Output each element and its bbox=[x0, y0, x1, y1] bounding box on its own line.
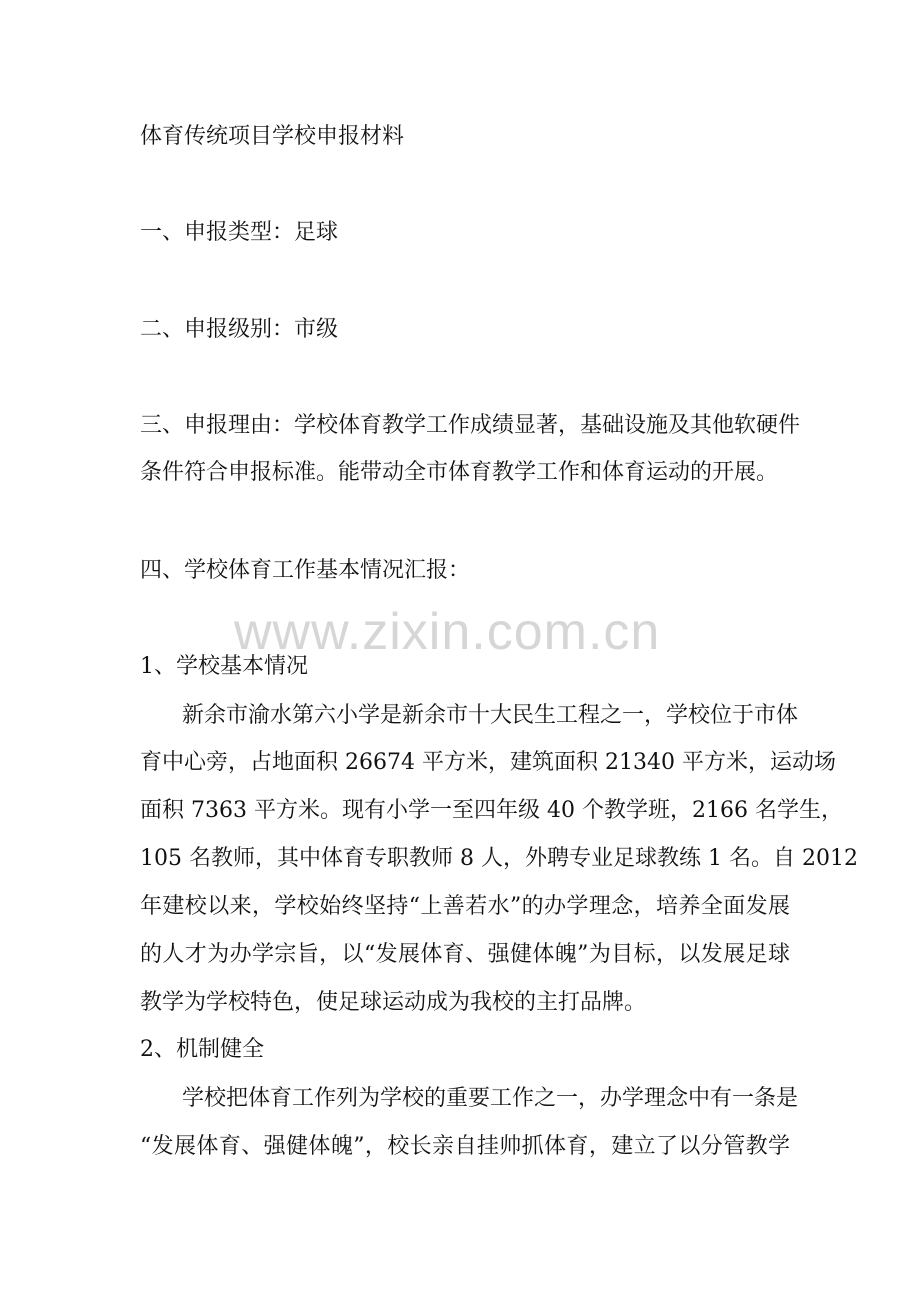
paragraph-line: 年建校以来，学校始终坚持“上善若水”的办学理念，培养全面发展 bbox=[140, 894, 790, 919]
paragraph-line: 育中心旁，占地面积 26674 平方米，建筑面积 21340 平方米，运动场 bbox=[140, 750, 836, 775]
paragraph-line: 教学为学校特色，使足球运动成为我校的主打品牌。 bbox=[140, 990, 647, 1015]
application-level: 二、申报级别：市级 bbox=[140, 317, 339, 342]
section-four-heading: 四、学校体育工作基本情况汇报： bbox=[140, 558, 471, 583]
subsection-2-heading: 2、机制健全 bbox=[140, 1037, 264, 1062]
paragraph-line: 面积 7363 平方米。现有小学一至四年级 40 个教学班，2166 名学生， bbox=[140, 798, 843, 823]
paragraph-line: “发展体育、强健体魄”，校长亲自挂帅抓体育，建立了以分管教学 bbox=[140, 1134, 790, 1159]
watermark: www.zixin.com.cn bbox=[234, 603, 661, 661]
paragraph-line: 105 名教师，其中体育专职教师 8 人，外聘专业足球教练 1 名。自 2012 bbox=[140, 846, 858, 871]
paragraph-line: 学校把体育工作列为学校的重要工作之一，办学理念中有一条是 bbox=[182, 1086, 799, 1111]
paragraph-line: 新余市渝水第六小学是新余市十大民生工程之一，学校位于市体 bbox=[182, 703, 799, 728]
paragraph-line: 的人才为办学宗旨，以“发展体育、强健体魄”为目标，以发展足球 bbox=[140, 942, 790, 967]
application-reason-line-1: 三、申报理由：学校体育教学工作成绩显著，基础设施及其他软硬件 bbox=[140, 413, 801, 438]
subsection-1-heading: 1、学校基本情况 bbox=[140, 654, 308, 679]
application-type: 一、申报类型：足球 bbox=[140, 220, 339, 245]
document-title: 体育传统项目学校申报材料 bbox=[140, 124, 405, 149]
application-reason-line-2: 条件符合申报标准。能带动全市体育教学工作和体育运动的开展。 bbox=[140, 460, 779, 485]
